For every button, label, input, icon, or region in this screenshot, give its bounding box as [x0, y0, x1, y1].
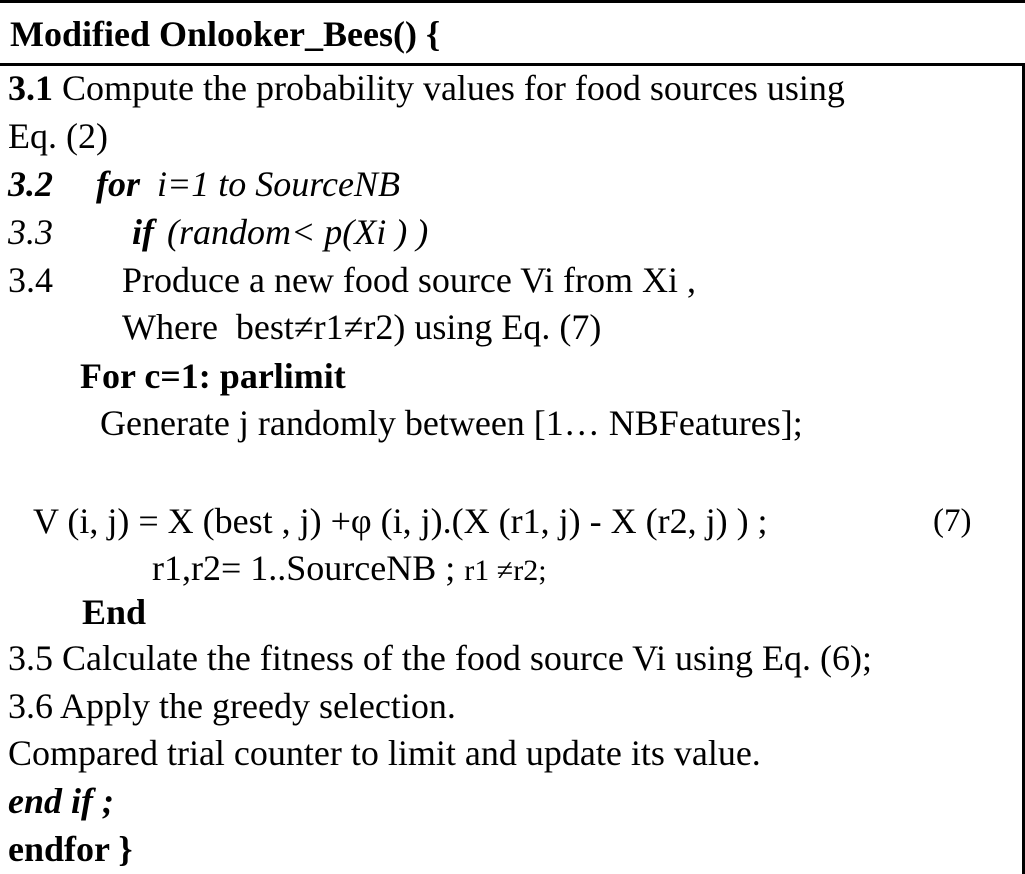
- step-3-2-text: i=1 to SourceNB: [148, 164, 400, 204]
- header-rule: [0, 63, 1025, 66]
- step-3-2: [8, 164, 400, 204]
- end-for: endfor }: [8, 829, 133, 869]
- loop-header: For c=1: parlimit: [80, 356, 346, 396]
- step-3-3-keyword: if: [132, 212, 154, 252]
- step-3-3-text: (random< p(Xi ) ): [158, 212, 429, 252]
- equation-7: V (i, j) = X (best , j) +φ (i, j).(X (r1, j) - X (r2, j) ) ;: [33, 501, 768, 541]
- index-range-main: r1,r2= 1..SourceNB ;: [152, 548, 465, 588]
- loop-body: Generate j randomly between [1… NBFeatures];: [100, 403, 803, 443]
- step-3-1-text: Compute the probability values for food sources using: [53, 68, 845, 108]
- loop-end: End: [82, 592, 147, 632]
- step-3-3-number: 3.3: [8, 212, 53, 252]
- step-3-4-text: Produce a new food source Vi from Xi ,: [122, 260, 697, 300]
- step-3-1-number: 3.1: [8, 68, 53, 108]
- top-rule: [0, 0, 1025, 3]
- step-3-5: 3.5 Calculate the fitness of the food source Vi using Eq. (6);: [8, 638, 872, 678]
- compare-step: Compared trial counter to limit and update its value.: [8, 733, 761, 773]
- step-3-2-keyword: for: [96, 164, 140, 204]
- step-3-1-continuation: Eq. (2): [8, 116, 108, 156]
- step-3-2-number: 3.2: [8, 164, 53, 204]
- step-3-4-continuation: Where best≠r1≠r2) using Eq. (7): [122, 307, 602, 347]
- index-range: [152, 548, 547, 591]
- algorithm-title: Modified Onlooker_Bees() {: [10, 14, 441, 54]
- step-3-1: [8, 68, 845, 108]
- index-range-constraint: r1 ≠r2;: [464, 554, 547, 587]
- step-3-6: 3.6 Apply the greedy selection.: [8, 686, 456, 726]
- step-3-3: [8, 212, 429, 252]
- step-3-4-number: 3.4: [8, 260, 53, 300]
- equation-number: (7): [933, 503, 972, 539]
- end-if: end if ;: [8, 781, 114, 821]
